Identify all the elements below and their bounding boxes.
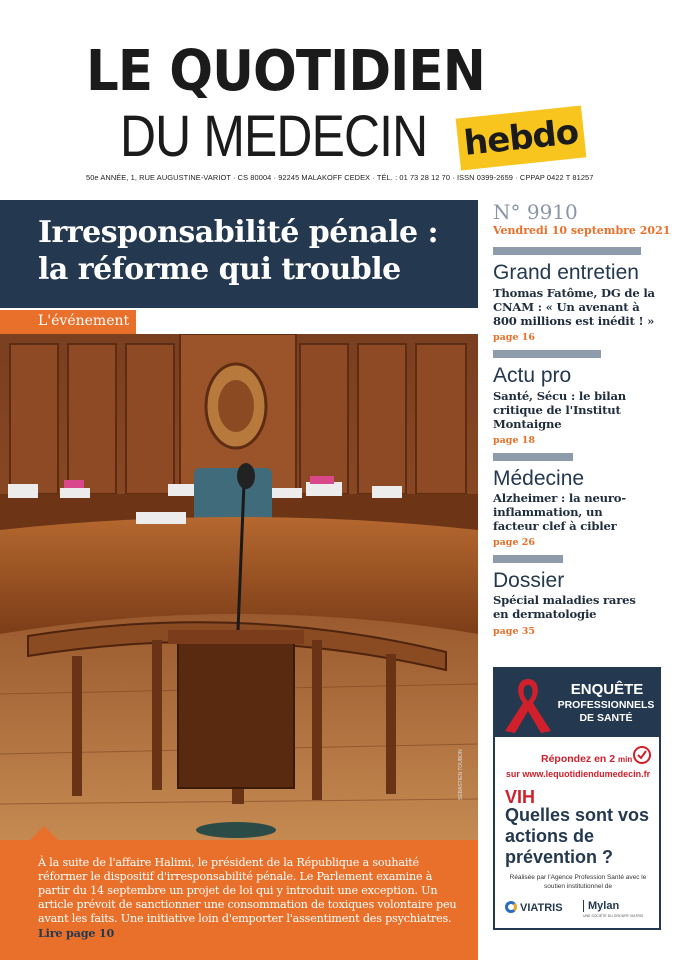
advert-url[interactable]: sur www.lequotidiendumedecin.fr (505, 769, 651, 779)
section-teaser[interactable]: Santé, Sécu : le bilan critique de l'Institut Montaigne (493, 389, 626, 431)
headline-line1: Irresponsabilité pénale : (38, 215, 439, 250)
section-teaser[interactable]: Thomas Fatôme, DG de la CNAM : « Un avenant à 800 millions est inédit ! » (493, 286, 655, 328)
section-page[interactable]: page 18 (493, 435, 536, 446)
read-page-link[interactable]: Lire page 10 (38, 926, 115, 940)
section-teaser[interactable]: Alzheimer : la neuro-inflammation, un facteur clef à cibler (493, 491, 626, 533)
hebdo-badge (456, 106, 587, 171)
lede-text: À la suite de l'affaire Halimi, le président de la République a souhaité réformer le dispositif d'irresponsabilité pénale. Le Parlement examine à partir du 14 septembre un projet de loi qui y introduit une exception. Un article prévoit de sanctionner une consommation de toxiques volontaire peu avant les faits. Une initiative loin d'emporter l'assentiment des psychiatres. (38, 856, 457, 925)
section-divider (493, 555, 563, 563)
section-divider (493, 350, 601, 358)
headline-line2: la réforme qui trouble (38, 252, 401, 287)
hebdo-badge-label: hebdo (462, 112, 580, 164)
masthead-title-line1: LE QUOTIDIEN (86, 39, 485, 104)
advert-title: ENQUÊTE (570, 681, 644, 698)
cover-photo (0, 334, 478, 840)
issue-number: N° 9910 (493, 200, 578, 224)
section-title-dossier[interactable]: Dossier (493, 569, 565, 592)
masthead-meta: 50e ANNÉE, 1, RUE AUGUSTINE-VARIOT · CS 80004 · 92245 MALAKOFF CEDEX · TÉL. : 01 73 28 12 70 · ISSN 0399-2659 · CPPAP 0422 T 81257 (86, 173, 594, 182)
section-title-medecine[interactable]: Médecine (493, 467, 585, 490)
advert-reply (541, 753, 632, 765)
sponsor-logos (505, 897, 655, 921)
section-divider (493, 247, 641, 255)
cover-headline[interactable] (38, 214, 468, 288)
advert-reply-unit: min (618, 755, 633, 764)
advert-question: Quelles sont vos actions de prévention ? (505, 805, 650, 867)
cover-lede (38, 856, 458, 941)
advert-subtitle: PROFESSIONNELS DE SANTÉ (557, 699, 655, 724)
masthead-title-line2: DU MEDECIN (120, 104, 428, 169)
survey-advert[interactable] (493, 667, 661, 930)
event-tag-label: L'événement (38, 313, 130, 329)
mylan-tagline: UNE SOCIÉTÉ DU GROUPE VIATRIS (583, 914, 644, 918)
red-ribbon-icon (499, 673, 557, 735)
viatris-label: VIATRIS (520, 902, 563, 914)
advert-credit: Réalisée par l'Agence Profession Santé avec le soutien institutionnel de (509, 874, 647, 890)
section-title-grand-entretien[interactable]: Grand entretien (493, 261, 639, 284)
viatris-logo (505, 901, 563, 914)
event-tag (0, 310, 136, 334)
issue-date: Vendredi 10 septembre 2021 (493, 224, 671, 237)
section-page[interactable]: page 35 (493, 626, 536, 637)
lede-notch (30, 826, 58, 840)
advert-vih: VIH (505, 787, 536, 807)
section-page[interactable]: page 26 (493, 537, 536, 548)
advert-reply-text: Répondez en 2 (541, 753, 616, 765)
section-teaser[interactable]: Spécial maladies rares en dermatologie (493, 593, 636, 621)
photo-credit: SÉBASTIEN TOUBON (458, 749, 464, 800)
viatris-mark-icon (505, 901, 517, 913)
mylan-logo: Mylan (583, 900, 619, 912)
section-title-actu-pro[interactable]: Actu pro (493, 364, 572, 387)
section-page[interactable]: page 16 (493, 332, 536, 343)
stopwatch-icon (631, 743, 653, 765)
section-divider (493, 453, 573, 461)
